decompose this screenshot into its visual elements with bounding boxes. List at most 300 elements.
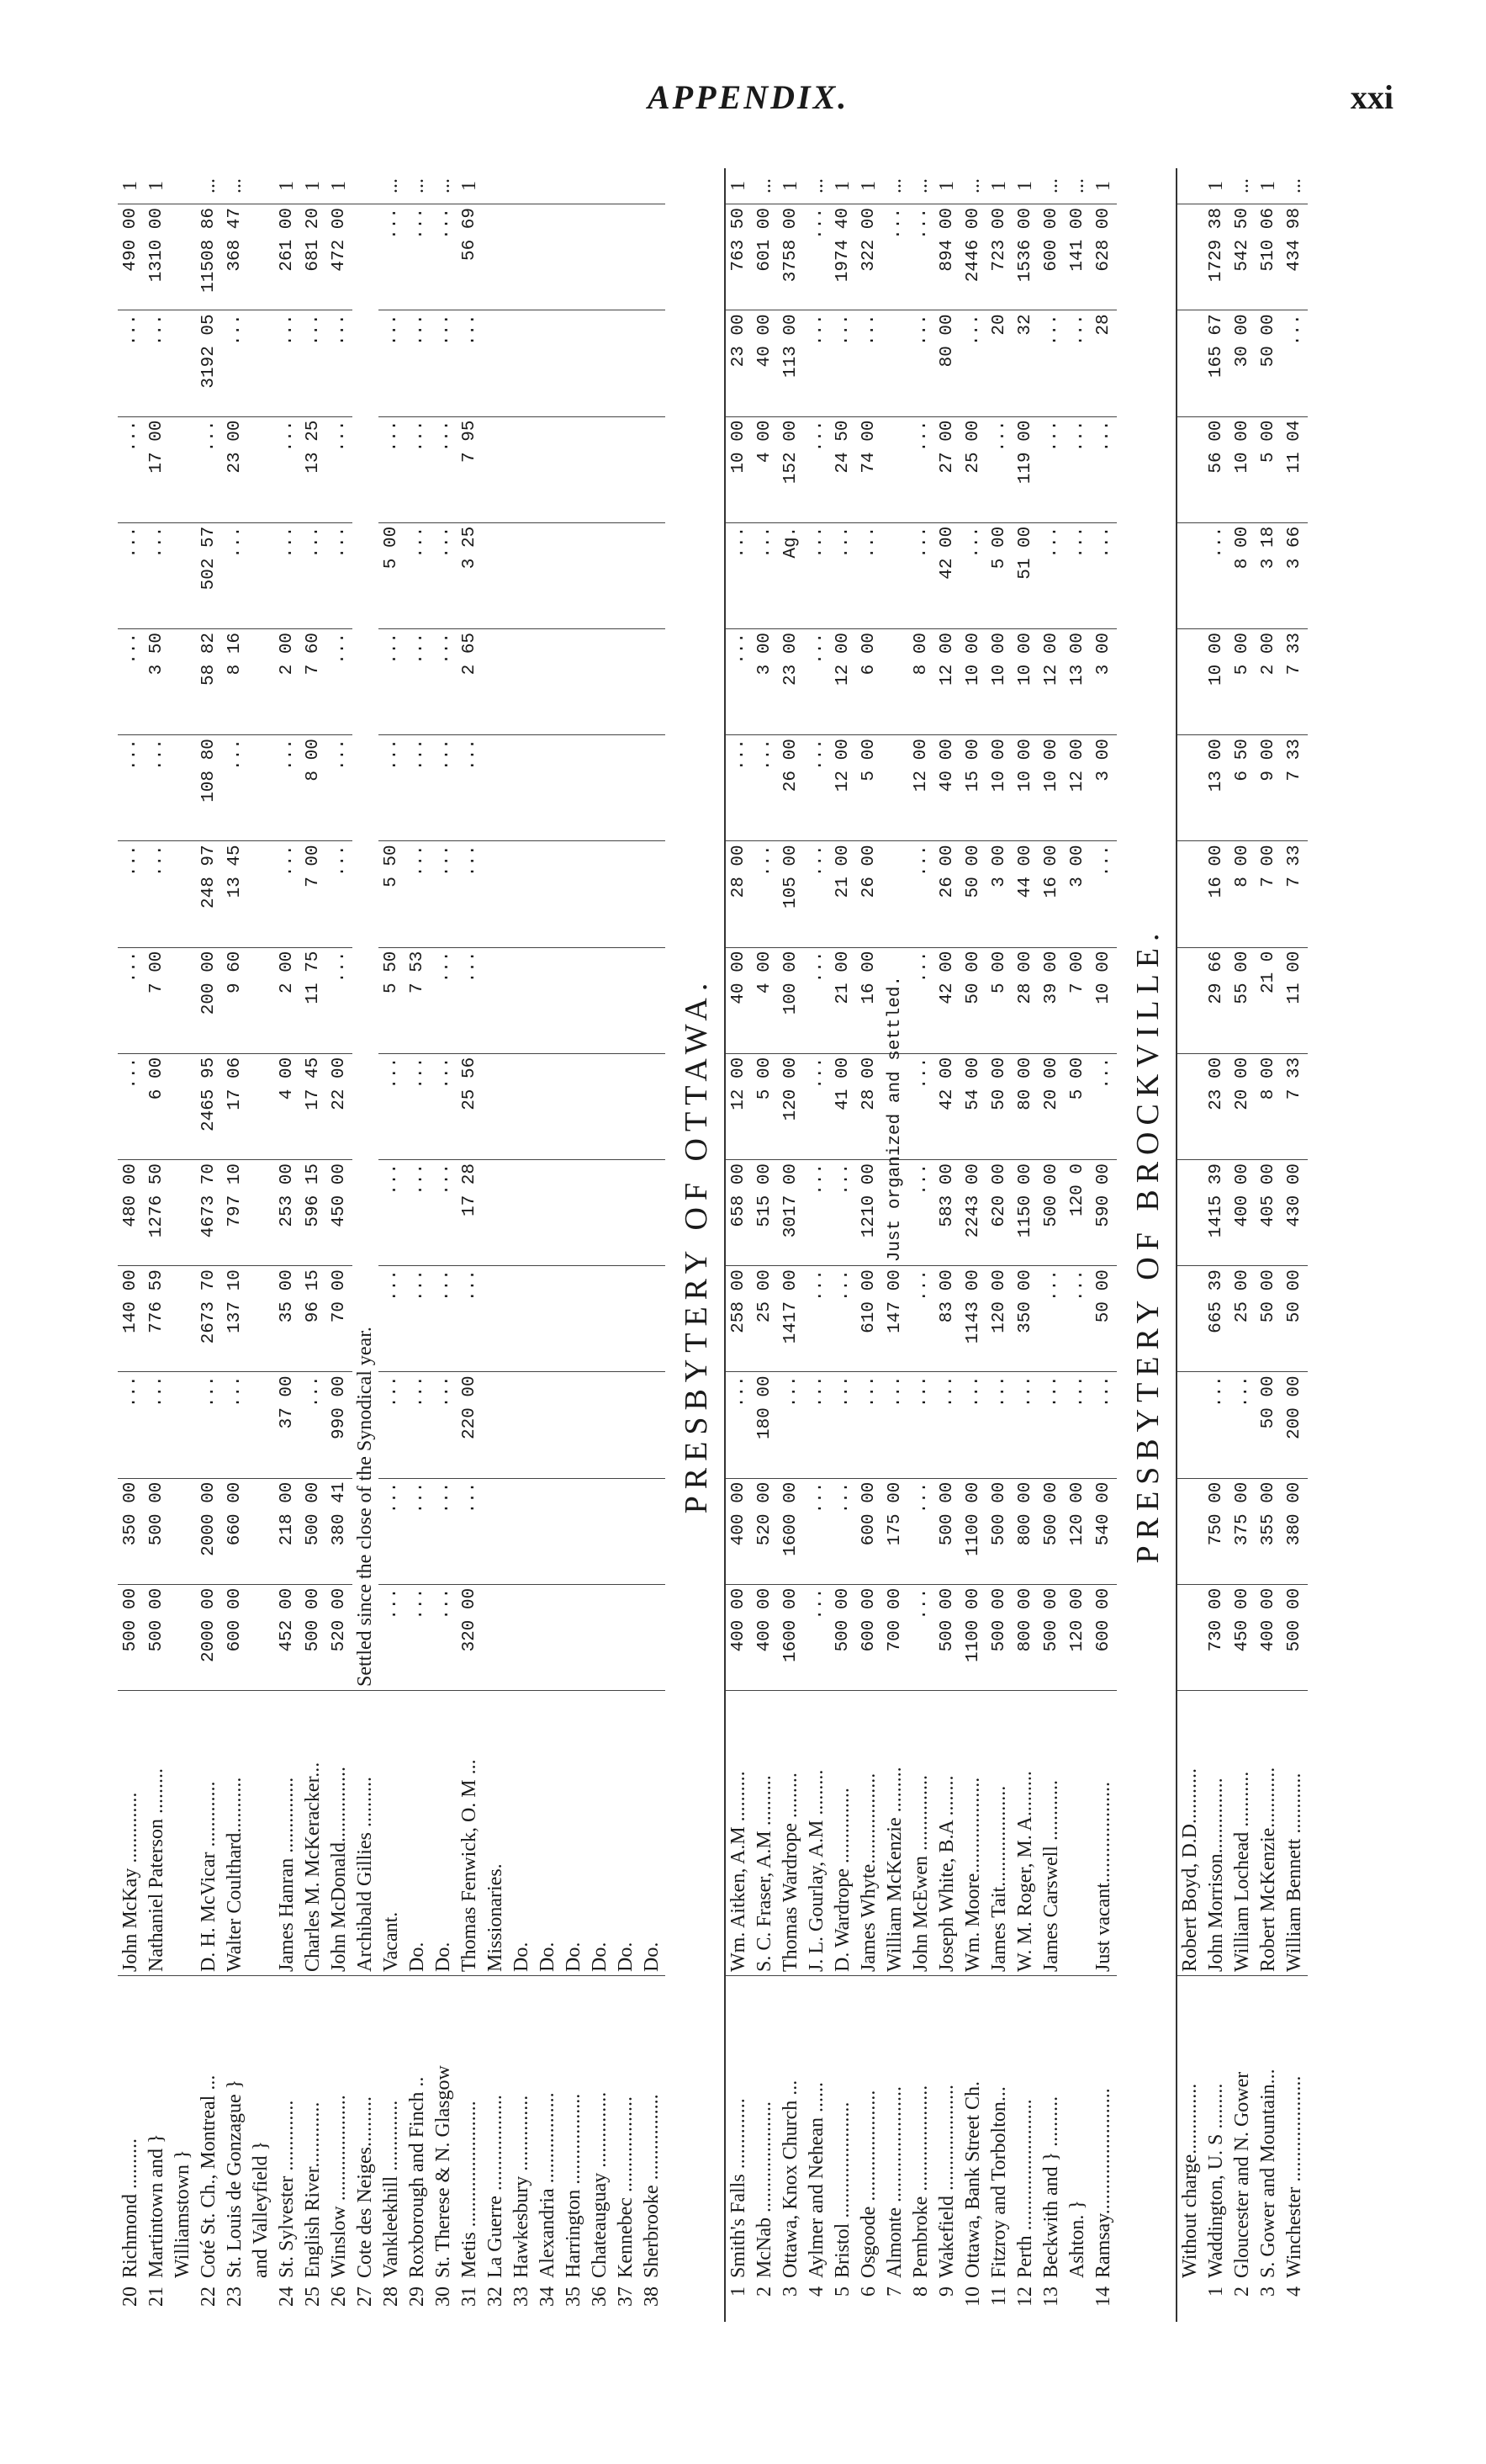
value-cell: Ag. (778, 522, 804, 628)
value-cell (639, 1478, 665, 1584)
value-cell (1177, 1266, 1203, 1372)
value-cell: 5 50 (378, 947, 405, 1053)
value-cell: 500 00 (1039, 1159, 1065, 1265)
value-cell: 480 00 (118, 1159, 144, 1265)
value-cell: ... (804, 1159, 830, 1265)
row-number: 30 (432, 2286, 455, 2307)
value-cell (613, 841, 639, 947)
value-cell: ... (1039, 416, 1065, 522)
value-cell: 4 00 (752, 416, 778, 522)
value-cell: 3 00 (1065, 841, 1091, 947)
value-cell: ... (1039, 1372, 1065, 1478)
value-cell: ... (960, 310, 986, 416)
value-cell: 540 00 (1091, 1478, 1117, 1584)
value-cell: 140 00 (118, 1266, 144, 1372)
value-cell: 55 00 (1230, 947, 1256, 1053)
value-cell: ... (908, 1478, 934, 1584)
value-cell: 39 00 (1039, 947, 1065, 1053)
return-flag: ... (198, 178, 220, 193)
value-cell: 50 00 (1256, 1372, 1282, 1478)
value-cell (613, 1053, 639, 1159)
value-cell: ... (752, 841, 778, 947)
value-cell: 10 00 (1013, 735, 1039, 841)
value-cell: 10 00 (1203, 628, 1230, 734)
row-number: 9 (936, 2286, 959, 2297)
value-cell: 17 00 (144, 416, 170, 522)
value-cell: 1417 00 (778, 1266, 804, 1372)
table-row (1013, 168, 1039, 2322)
minister-name: J. L. Gourlay, A.M ......... (804, 1691, 830, 1976)
value-cell: ... (960, 1372, 986, 1478)
value-cell: ... (1091, 1372, 1117, 1478)
value-cell (170, 947, 196, 1053)
value-cell (535, 416, 561, 522)
charge-name: Pembroke ..................... (908, 1976, 934, 2282)
value-cell: ... (378, 204, 405, 310)
value-cell (613, 1266, 639, 1372)
minister-name: John McKay .............. (118, 1691, 144, 1976)
value-cell (561, 841, 587, 947)
value-cell (882, 841, 908, 947)
value-cell: ... (1091, 841, 1117, 947)
table-row (1039, 168, 1065, 2322)
value-cell: ... (804, 735, 830, 841)
value-cell: 7 33 (1282, 1053, 1308, 1159)
value-cell (170, 628, 196, 734)
table-row (1065, 168, 1091, 2322)
value-cell: 70 00 (326, 1266, 352, 1372)
charge-name: Roxborough and Finch .. (405, 1976, 431, 2282)
charge-name: and Valleyfield } (248, 1976, 274, 2282)
value-cell: 10 00 (986, 735, 1013, 841)
charge-name: St. Therese & N. Glasgow (431, 1976, 457, 2282)
return-flag: ... (1040, 178, 1063, 193)
value-cell: 12 00 (1039, 628, 1065, 734)
value-cell: 400 00 (1230, 1159, 1256, 1265)
minister-name: James Tait.................... (986, 1691, 1013, 1976)
value-cell: ... (326, 416, 352, 522)
value-cell: ... (856, 310, 882, 416)
value-cell: 8 00 (1256, 1053, 1282, 1159)
minister-name: William Bennett ............ (1282, 1691, 1308, 1976)
value-cell: 7 33 (1282, 841, 1308, 947)
value-cell: 137 10 (222, 1266, 248, 1372)
value-cell (613, 522, 639, 628)
row-number: 2 (754, 2286, 776, 2297)
value-cell: 500 00 (986, 1584, 1013, 1690)
value-cell: ... (830, 1372, 856, 1478)
value-cell (882, 735, 908, 841)
return-flag (170, 168, 196, 204)
value-cell (1177, 1584, 1203, 1690)
return-flag: 1 (832, 181, 854, 191)
value-cell: 502 57 (196, 522, 222, 628)
value-cell: 30 00 (1230, 310, 1256, 416)
value-cell: ... (405, 628, 431, 734)
value-cell: ... (457, 1478, 483, 1584)
table-row (752, 168, 778, 2322)
charge-name: St. Louis de Gonzague } (222, 1976, 248, 2282)
minister-name: Do. (639, 1691, 665, 1976)
value-cell: 3 50 (144, 628, 170, 734)
value-cell (587, 947, 613, 1053)
value-cell: 165 67 (1203, 310, 1230, 416)
value-cell (483, 1372, 509, 1478)
value-cell: 50 00 (960, 841, 986, 947)
value-cell: 261 00 (274, 204, 300, 310)
return-flag: 1 (145, 181, 168, 191)
value-cell: ... (431, 947, 457, 1053)
value-cell: 5 00 (1065, 1053, 1091, 1159)
row-number: 4 (1283, 2286, 1306, 2297)
value-cell: 7 00 (1256, 841, 1282, 947)
value-cell: ... (378, 1584, 405, 1690)
value-cell: 16 00 (1203, 841, 1230, 947)
value-cell: 13 25 (300, 416, 326, 522)
table-row (170, 168, 196, 2322)
table-row (1230, 168, 1256, 2322)
value-cell: 500 00 (1282, 1584, 1308, 1690)
value-cell: 4 00 (752, 947, 778, 1053)
charge-name: Ottawa, Bank Street Ch. (960, 1976, 986, 2282)
value-cell (1177, 416, 1203, 522)
value-cell: 3758 00 (778, 204, 804, 310)
value-cell: 42 00 (934, 947, 960, 1053)
table-row (405, 168, 431, 2322)
value-cell (1177, 1159, 1203, 1265)
value-cell: ... (300, 1372, 326, 1478)
value-cell: 42 00 (934, 1053, 960, 1159)
return-flag: 1 (328, 181, 351, 191)
charge-name: Kennebec ................... (613, 1976, 639, 2282)
return-flag: 1 (302, 181, 325, 191)
value-cell: 797 10 (222, 1159, 248, 1265)
value-cell: 2243 00 (960, 1159, 986, 1265)
minister-name: James Whyte.................. (856, 1691, 882, 1976)
value-cell: 7 33 (1282, 735, 1308, 841)
charge-name: S. Gower and Mountain... (1256, 1976, 1282, 2282)
value-cell: 3192 05 (196, 310, 222, 416)
value-cell: 58 82 (196, 628, 222, 734)
value-cell: 113 00 (778, 310, 804, 416)
table-row (1256, 168, 1282, 2322)
value-cell: 100 00 (778, 947, 804, 1053)
value-cell: 628 00 (1091, 204, 1117, 310)
return-flag: 1 (1205, 181, 1228, 191)
value-cell: 7 60 (300, 628, 326, 734)
value-cell (509, 416, 535, 522)
value-cell (483, 1266, 509, 1372)
row-number: 24 (276, 2286, 299, 2307)
minister-name: Do. (587, 1691, 613, 1976)
value-cell: ... (405, 735, 431, 841)
row-number: 5 (832, 2286, 854, 2297)
value-cell: 25 00 (960, 416, 986, 522)
row-number: 11 (988, 2286, 1011, 2307)
table-row (561, 168, 587, 2322)
value-cell: 50 00 (1256, 1266, 1282, 1372)
value-cell: ... (1013, 1372, 1039, 1478)
value-cell: ... (908, 947, 934, 1053)
value-cell: 500 00 (144, 1584, 170, 1690)
value-cell: ... (326, 310, 352, 416)
value-cell (1177, 841, 1203, 947)
charge-name: Ottawa, Knox Church ... (778, 1976, 804, 2282)
value-cell: 120 00 (778, 1053, 804, 1159)
charge-name: Almonte ....................... (882, 1976, 908, 2282)
return-flag: 1 (780, 181, 802, 191)
value-cell: ... (326, 628, 352, 734)
table-row (118, 168, 144, 2322)
value-cell: 17 45 (300, 1053, 326, 1159)
row-number: 6 (858, 2286, 880, 2297)
charge-name: Metis ......................... (457, 1976, 483, 2282)
value-cell (1177, 1372, 1203, 1478)
value-cell: ... (326, 947, 352, 1053)
value-cell: 500 00 (118, 1584, 144, 1690)
value-cell: 3 18 (1256, 522, 1282, 628)
table-row (196, 168, 222, 2322)
value-cell: ... (405, 841, 431, 947)
value-cell (587, 1372, 613, 1478)
section-heading: PRESBYTERY OF OTTAWA. (679, 976, 715, 1514)
value-cell: ... (431, 310, 457, 416)
value-cell: 500 00 (144, 1478, 170, 1584)
value-cell: 200 00 (196, 947, 222, 1053)
value-cell: 350 00 (118, 1478, 144, 1584)
value-cell: 120 00 (1065, 1584, 1091, 1690)
value-cell: 37 00 (274, 1372, 300, 1478)
minister-name: Robert Boyd, D.D........... (1177, 1691, 1203, 1976)
row-number: 14 (1092, 2286, 1115, 2307)
return-flag: 1 (458, 181, 481, 191)
value-cell (561, 416, 587, 522)
minister-name: Do. (535, 1691, 561, 1976)
value-cell (170, 416, 196, 522)
value-cell: 472 00 (326, 204, 352, 310)
value-cell: ... (457, 310, 483, 416)
value-cell: ... (431, 1478, 457, 1584)
value-cell: 2465 95 (196, 1053, 222, 1159)
value-cell: 665 39 (1203, 1266, 1230, 1372)
value-cell: 50 00 (1282, 1266, 1308, 1372)
value-cell: 50 00 (1091, 1266, 1117, 1372)
value-cell: ... (804, 1478, 830, 1584)
value-cell (613, 947, 639, 1053)
value-cell (483, 204, 509, 310)
value-cell: ... (274, 735, 300, 841)
return-flag: ... (962, 178, 985, 193)
value-cell (248, 310, 274, 416)
table-row (856, 168, 882, 2322)
value-cell (509, 1053, 535, 1159)
value-cell: ... (908, 1372, 934, 1478)
value-cell: ... (405, 1372, 431, 1478)
value-cell: 500 00 (300, 1478, 326, 1584)
value-cell (1177, 1478, 1203, 1584)
value-cell: 12 00 (908, 735, 934, 841)
charge-name: Winslow ..................... (326, 1976, 352, 2282)
value-cell: 50 00 (1256, 310, 1282, 416)
return-flag: 1 (988, 181, 1011, 191)
return-flag: ... (1283, 178, 1306, 193)
value-cell (561, 628, 587, 734)
charge-name: Gloucester and N. Gower (1230, 1976, 1256, 2282)
value-cell (535, 204, 561, 310)
value-cell: 660 00 (222, 1478, 248, 1584)
value-cell: ... (908, 1159, 934, 1265)
value-cell: ... (1282, 310, 1308, 416)
charge-name: Fitzroy and Torbolton... (986, 1976, 1013, 2282)
value-cell: 5 00 (378, 522, 405, 628)
minister-name: Wm. Moore................... (960, 1691, 986, 1976)
value-cell (613, 1372, 639, 1478)
value-cell: 430 00 (1282, 1159, 1308, 1265)
value-cell (882, 522, 908, 628)
table-row (535, 168, 561, 2322)
value-cell: 405 00 (1256, 1159, 1282, 1265)
value-cell: ... (326, 522, 352, 628)
value-cell: 10 00 (1039, 735, 1065, 841)
charge-name: Vankleekhill .............. (378, 1976, 405, 2282)
value-cell: ... (378, 1266, 405, 1372)
value-cell: 400 00 (752, 1584, 778, 1690)
value-cell: 8 16 (222, 628, 248, 734)
value-cell (587, 416, 613, 522)
minister-name: James Carswell ............ (1039, 1691, 1065, 1976)
value-cell: ... (908, 841, 934, 947)
value-cell: ... (118, 416, 144, 522)
value-cell: 600 00 (1039, 204, 1065, 310)
value-cell: ... (405, 204, 431, 310)
value-cell (248, 204, 274, 310)
value-cell (483, 310, 509, 416)
charge-name: Beckwith and } .......... (1039, 1976, 1065, 2282)
value-cell (561, 735, 587, 841)
value-cell: ... (378, 1053, 405, 1159)
value-cell: 175 00 (882, 1478, 908, 1584)
value-cell: 2 00 (1256, 628, 1282, 734)
minister-name: Nathaniel Paterson ......... (144, 1691, 170, 1976)
table-row (639, 168, 665, 2322)
value-cell: 120 0 (1065, 1159, 1091, 1265)
value-cell: ... (830, 1266, 856, 1372)
value-cell: 7 00 (1065, 947, 1091, 1053)
minister-name: Archibald Gillies .......... (352, 1691, 378, 1976)
value-cell: ... (752, 735, 778, 841)
value-cell: 400 00 (725, 1478, 752, 1584)
value-cell: 80 00 (934, 310, 960, 416)
return-flag (248, 168, 274, 204)
value-cell: 7 95 (457, 416, 483, 522)
table-row (725, 168, 752, 2322)
row-number: 1 (725, 2281, 752, 2322)
value-cell (248, 416, 274, 522)
value-cell (535, 628, 561, 734)
value-cell (587, 1053, 613, 1159)
value-cell: 10 00 (1230, 416, 1256, 522)
charge-name: Osgoode ...................... (856, 1976, 882, 2282)
value-cell (639, 1372, 665, 1478)
value-cell (509, 204, 535, 310)
value-cell: 658 00 (725, 1159, 752, 1265)
value-cell: ... (830, 310, 856, 416)
value-cell: ... (960, 522, 986, 628)
charge-name: English River............. (300, 1976, 326, 2282)
value-cell (535, 1584, 561, 1690)
value-cell: ... (804, 1266, 830, 1372)
value-cell: ... (118, 1372, 144, 1478)
minister-name: John McDonald............... (326, 1691, 352, 1976)
value-cell: ... (326, 841, 352, 947)
row-number: 13 (1040, 2286, 1063, 2307)
value-cell (1177, 522, 1203, 628)
table-row (352, 168, 378, 2322)
minister-name: D. H. McVicar ............. (196, 1691, 222, 1976)
value-cell (561, 1053, 587, 1159)
value-cell (483, 841, 509, 947)
value-cell: 21 0 (1256, 947, 1282, 1053)
charge-name: Martintown and } (144, 1976, 170, 2282)
value-cell: ... (1065, 416, 1091, 522)
value-cell: 763 50 (725, 204, 752, 310)
value-cell: 11508 86 (196, 204, 222, 310)
value-cell: ... (830, 522, 856, 628)
table-row (509, 168, 535, 2322)
value-cell (535, 1372, 561, 1478)
table-row (1091, 168, 1117, 2322)
value-cell: 434 98 (1282, 204, 1308, 310)
value-cell: ... (300, 310, 326, 416)
value-cell: 10 00 (725, 416, 752, 522)
value-cell: 74 00 (856, 416, 882, 522)
page-title: APPENDIX. (648, 78, 849, 116)
value-cell: 22 00 (326, 1053, 352, 1159)
value-cell: ... (908, 1053, 934, 1159)
value-cell: 542 50 (1230, 204, 1256, 310)
value-cell: 40 00 (752, 310, 778, 416)
value-cell (483, 416, 509, 522)
return-flag: 1 (1092, 181, 1115, 191)
value-cell: 601 00 (752, 204, 778, 310)
value-cell (639, 204, 665, 310)
value-cell (1177, 310, 1203, 416)
value-cell: 11 00 (1282, 947, 1308, 1053)
value-cell: 200 00 (1282, 1372, 1308, 1478)
charge-name: Winchester ..................... (1282, 1976, 1308, 2282)
value-cell: ... (1203, 1372, 1230, 1478)
value-cell (170, 1159, 196, 1265)
value-cell: 96 15 (300, 1266, 326, 1372)
table-row (483, 168, 509, 2322)
value-cell: ... (1091, 416, 1117, 522)
value-cell (587, 1266, 613, 1372)
value-cell: 1100 00 (960, 1584, 986, 1690)
value-cell: 681 20 (300, 204, 326, 310)
value-cell: 28 00 (856, 1053, 882, 1159)
return-flag: 1 (1014, 181, 1037, 191)
minister-name: Charles M. McKeracker... (300, 1691, 326, 1976)
value-cell (613, 1478, 639, 1584)
return-flag: ... (910, 178, 933, 193)
value-cell: 380 00 (1282, 1478, 1308, 1584)
value-cell (587, 310, 613, 416)
value-cell: ... (405, 1478, 431, 1584)
table-row (613, 168, 639, 2322)
charge-name: Williamstown } (170, 1976, 196, 2282)
value-cell: 80 00 (1013, 1053, 1039, 1159)
value-cell: 500 00 (934, 1584, 960, 1690)
